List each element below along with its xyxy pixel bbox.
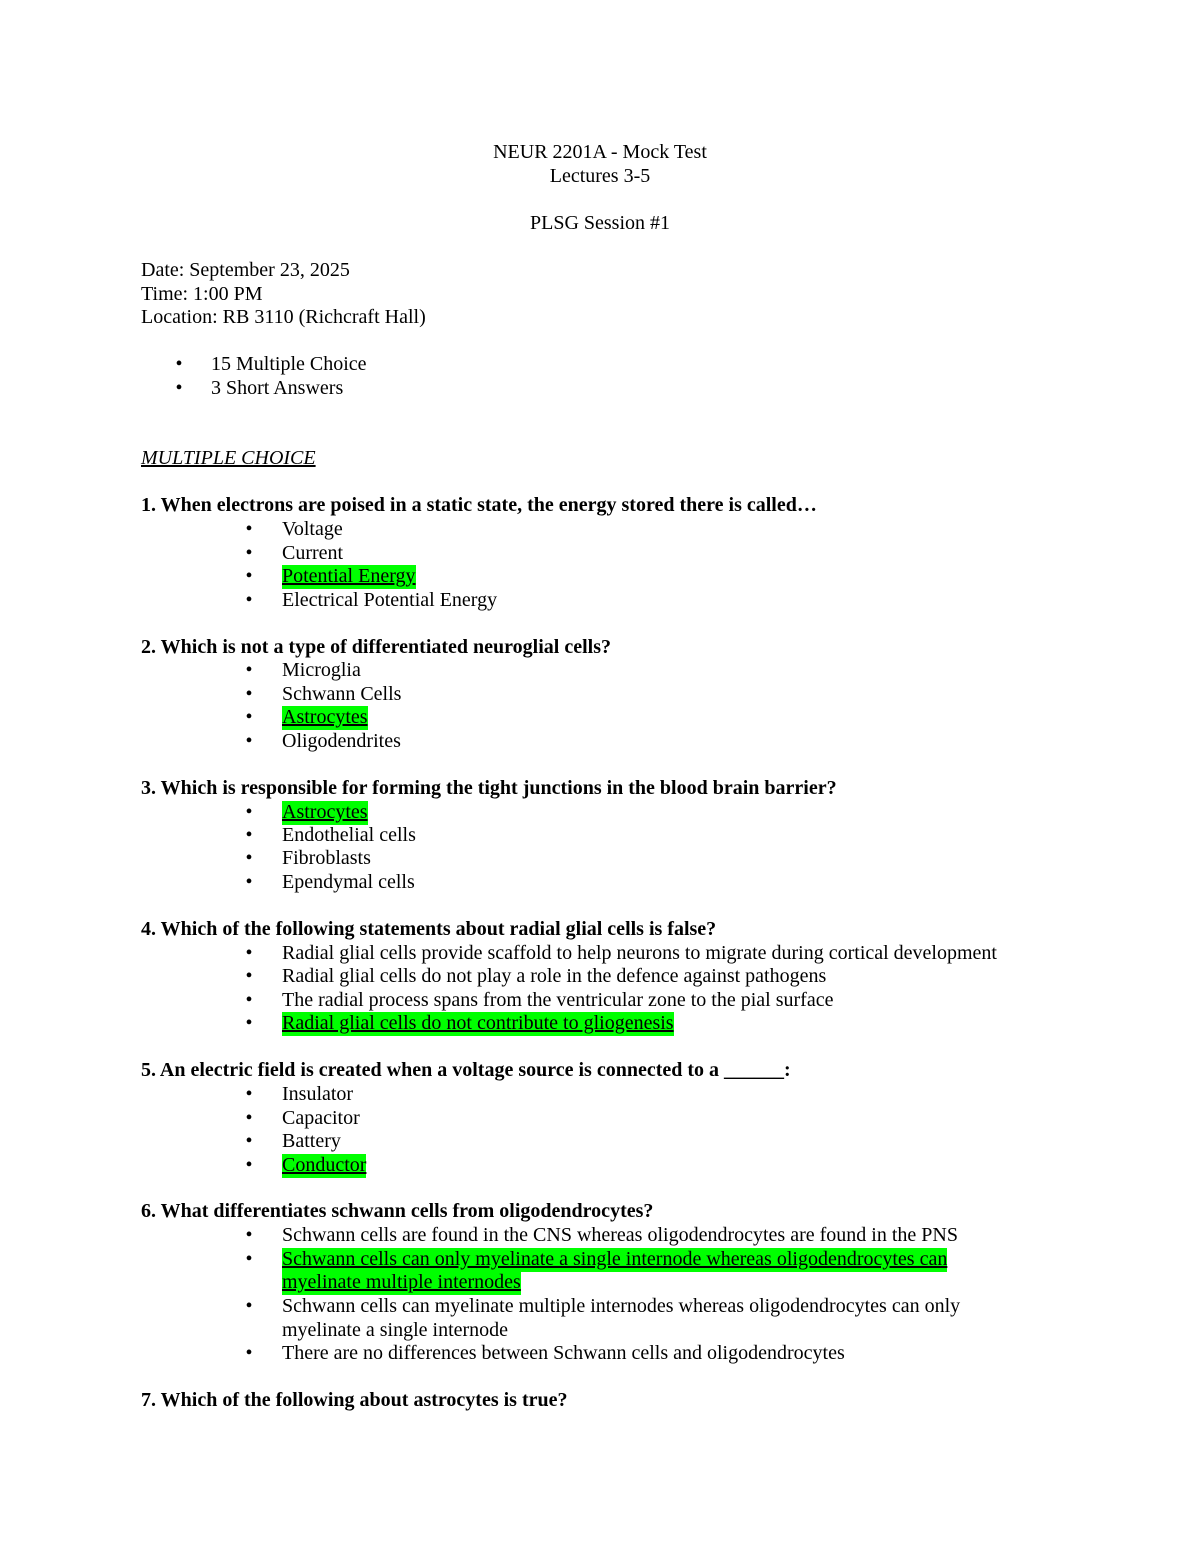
session-label: PLSG Session #1 — [529, 212, 671, 234]
bullet-icon: • — [245, 989, 253, 1011]
option-correct: Schwann cells can only myelinate a single internode whereas oligodendrocytes can — [282, 1248, 948, 1270]
bullet-icon: • — [245, 683, 253, 705]
format-item: 15 Multiple Choice — [211, 353, 367, 375]
bullet-icon: • — [245, 1130, 253, 1152]
bullet-icon: • — [175, 377, 183, 399]
bullet-icon: • — [245, 1012, 253, 1034]
date-line: Date: September 23, 2025 — [141, 259, 350, 281]
bullet-icon: • — [245, 1342, 253, 1364]
bullet-icon: • — [245, 730, 253, 752]
bullet-icon: • — [245, 1295, 253, 1317]
option: Schwann cells can myelinate multiple internodes whereas oligodendrocytes can only — [282, 1295, 961, 1317]
bullet-icon: • — [245, 565, 253, 587]
option: Schwann Cells — [282, 683, 402, 705]
option: Insulator — [282, 1083, 354, 1105]
bullet-icon: • — [245, 847, 253, 869]
option-correct: Conductor — [282, 1154, 367, 1176]
bullet-icon: • — [245, 1083, 253, 1105]
document-subtitle: Lectures 3-5 — [549, 165, 651, 187]
option: Radial glial cells provide scaffold to help neurons to migrate during cortical development — [282, 942, 997, 964]
bullet-icon: • — [245, 942, 253, 964]
bullet-icon: • — [245, 871, 253, 893]
time-line: Time: 1:00 PM — [141, 283, 263, 305]
option: Ependymal cells — [282, 871, 415, 893]
option: Battery — [282, 1130, 341, 1152]
bullet-icon: • — [245, 965, 253, 987]
bullet-icon: • — [245, 801, 253, 823]
document-title: NEUR 2201A - Mock Test — [493, 141, 707, 163]
format-item: 3 Short Answers — [211, 377, 344, 399]
location-line: Location: RB 3110 (Richcraft Hall) — [141, 306, 426, 328]
option: The radial process spans from the ventricular zone to the pial surface — [282, 989, 834, 1011]
bullet-icon: • — [245, 1107, 253, 1129]
question-2: 2. Which is not a type of differentiated neuroglial cells? — [141, 636, 611, 658]
bullet-icon: • — [245, 659, 253, 681]
section-title: MULTIPLE CHOICE — [141, 447, 316, 469]
option-correct: Astrocytes — [282, 801, 368, 823]
option: Capacitor — [282, 1107, 360, 1129]
bullet-icon: • — [245, 706, 253, 728]
bullet-icon: • — [245, 542, 253, 564]
option-correct: Potential Energy — [282, 565, 416, 587]
option: Endothelial cells — [282, 824, 416, 846]
option-correct: Radial glial cells do not contribute to gliogenesis — [282, 1012, 674, 1034]
option: There are no differences between Schwann cells and oligodendrocytes — [282, 1342, 845, 1364]
question-6: 6. What differentiates schwann cells from oligodendrocytes? — [141, 1200, 654, 1222]
bullet-icon: • — [245, 824, 253, 846]
option-correct-continued: myelinate multiple internodes — [282, 1271, 521, 1293]
bullet-icon: • — [245, 1154, 253, 1176]
option-correct: Astrocytes — [282, 706, 368, 728]
question-5: 5. An electric field is created when a voltage source is connected to a ______: — [141, 1059, 791, 1081]
option: Fibroblasts — [282, 847, 371, 869]
option: Electrical Potential Energy — [282, 589, 498, 611]
bullet-icon: • — [175, 353, 183, 375]
option: Schwann cells are found in the CNS whereas oligodendrocytes are found in the PNS — [282, 1224, 958, 1246]
question-3: 3. Which is responsible for forming the tight junctions in the blood brain barrier? — [141, 777, 837, 799]
question-1: 1. When electrons are poised in a static state, the energy stored there is called… — [141, 494, 817, 516]
bullet-icon: • — [245, 589, 253, 611]
bullet-icon: • — [245, 1224, 253, 1246]
question-7: 7. Which of the following about astrocytes is true? — [141, 1389, 568, 1411]
bullet-icon: • — [245, 518, 253, 540]
bullet-icon: • — [245, 1248, 253, 1270]
option: Radial glial cells do not play a role in the defence against pathogens — [282, 965, 827, 987]
question-4: 4. Which of the following statements about radial glial cells is false? — [141, 918, 717, 940]
option: Oligodendrites — [282, 730, 401, 752]
option: Current — [282, 542, 344, 564]
option-continued: myelinate a single internode — [282, 1319, 509, 1341]
option: Microglia — [282, 659, 361, 681]
option: Voltage — [282, 518, 343, 540]
